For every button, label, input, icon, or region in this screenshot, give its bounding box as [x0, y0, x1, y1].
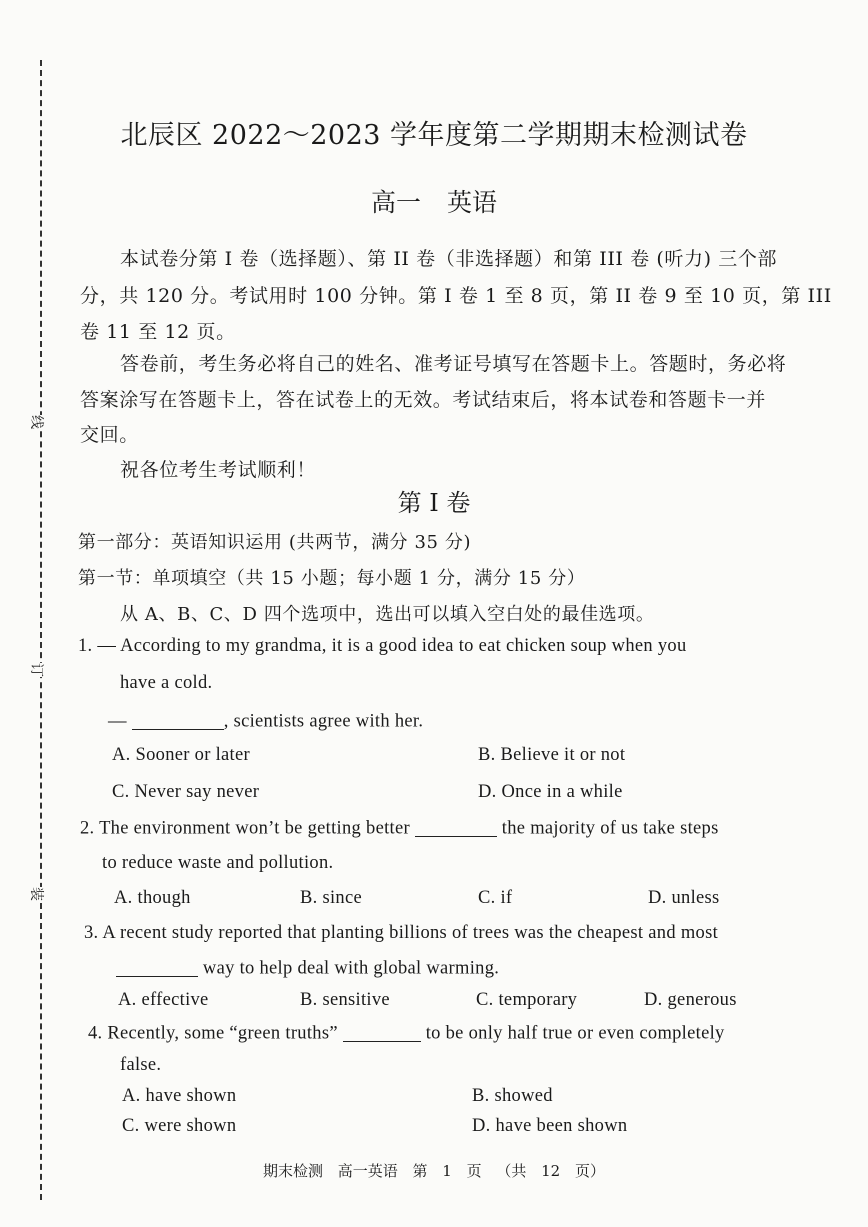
- question-2-option-b: B. since: [300, 888, 363, 908]
- question-2-line-2: to reduce waste and pollution.: [102, 853, 334, 873]
- binding-mark-order: 订: [27, 663, 47, 677]
- intro-line-5: 答案涂写在答题卡上，答在试卷上的无效。考试结束后，将本试卷和答题卡一并: [80, 389, 767, 411]
- answer-blank: [132, 710, 224, 730]
- question-4-line-2: false.: [120, 1055, 162, 1075]
- intro-line-2: 分，共 120 分。考试用时 100 分钟。第 I 卷 1 至 8 页，第 II 卷 9 至 10 页，第 III: [80, 285, 832, 307]
- section-heading: 第一节：单项填空（共 15 小题；每小题 1 分，满分 15 分）: [78, 568, 586, 589]
- question-3-text-b: way to help deal with global warming.: [198, 958, 500, 979]
- question-4-text-b: to be only half true or even completely: [420, 1023, 725, 1044]
- question-4-option-a: A. have shown: [122, 1086, 237, 1106]
- question-1-option-a: A. Sooner or later: [112, 745, 250, 765]
- answer-blank: [116, 957, 198, 977]
- question-1-line-3-text: , scientists agree with her.: [223, 711, 424, 732]
- section-title: 第 I 卷: [397, 489, 471, 517]
- binding-dashed-line: [40, 60, 42, 1200]
- question-3-line-2: [116, 957, 499, 980]
- question-1-line-2: have a cold.: [120, 673, 213, 693]
- question-1-dash: —: [108, 711, 132, 732]
- question-2-line-1: [80, 817, 719, 840]
- intro-line-4: 答卷前，考生务必将自己的姓名、准考证号填写在答题卡上。答题时，务必将: [120, 353, 787, 375]
- binding-mark-line: 线: [27, 415, 47, 429]
- answer-blank: [343, 1022, 421, 1042]
- exam-subtitle: 高一 英语: [371, 188, 497, 217]
- page-footer: 期末检测 高一英语 第 1 页 （共 12 页）: [262, 1162, 605, 1180]
- intro-line-1: 本试卷分第 I 卷（选择题）、第 II 卷（非选择题）和第 III 卷 (听力) 三个部: [120, 248, 778, 270]
- binding-mark-bind: 装: [27, 887, 47, 901]
- question-2-option-c: C. if: [478, 888, 513, 908]
- question-3-line-1: 3. A recent study reported that planting billions of trees was the cheapest and most: [84, 923, 719, 943]
- question-1-option-d: D. Once in a while: [478, 782, 623, 802]
- intro-line-6: 交回。: [80, 424, 139, 446]
- question-2-text-b: the majority of us take steps: [496, 818, 719, 839]
- question-3-option-b: B. sensitive: [300, 990, 390, 1010]
- question-1-line-3: [108, 710, 423, 733]
- question-2-option-d: D. unless: [648, 888, 720, 908]
- question-3-option-a: A. effective: [118, 990, 209, 1010]
- exam-title: 北辰区 2022～2023 学年度第二学期期末检测试卷: [120, 120, 748, 151]
- question-2-text-a: 2. The environment won’t be getting better: [80, 818, 415, 839]
- question-4-option-d: D. have been shown: [472, 1116, 628, 1136]
- question-1-line-1: 1. — According to my grandma, it is a good idea to eat chicken soup when you: [78, 636, 687, 656]
- instruction-text: 从 A、B、C、D 四个选项中，选出可以填入空白处的最佳选项。: [120, 604, 655, 625]
- question-4-line-1: [88, 1022, 725, 1045]
- question-2-option-a: A. though: [114, 888, 191, 908]
- question-3-option-d: D. generous: [644, 990, 737, 1010]
- question-4-option-c: C. were shown: [122, 1116, 237, 1136]
- intro-line-7: 祝各位考生考试顺利！: [120, 459, 317, 481]
- question-3-option-c: C. temporary: [476, 990, 578, 1010]
- question-4-option-b: B. showed: [472, 1086, 553, 1106]
- answer-blank: [415, 817, 497, 837]
- intro-line-3: 卷 11 至 12 页。: [80, 321, 236, 343]
- question-1-option-c: C. Never say never: [112, 782, 260, 802]
- question-4-text-a: 4. Recently, some “green truths”: [88, 1023, 343, 1044]
- part-heading: 第一部分：英语知识运用 (共两节，满分 35 分): [78, 532, 472, 553]
- question-1-option-b: B. Believe it or not: [478, 745, 626, 765]
